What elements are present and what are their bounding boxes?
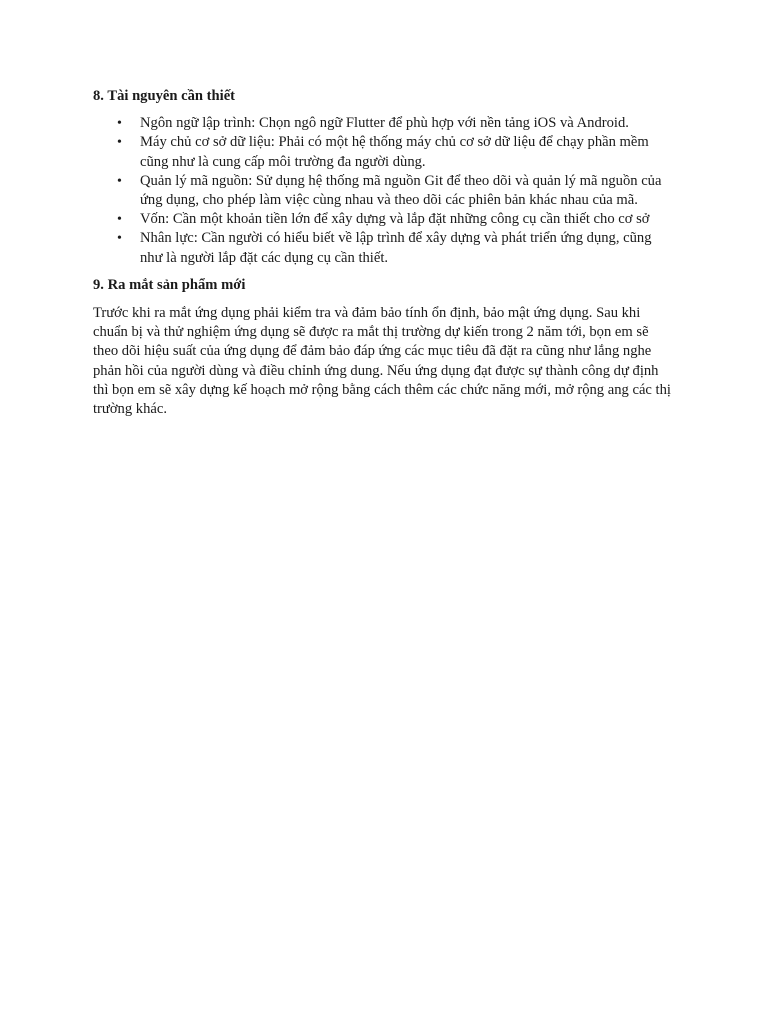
list-item (117, 229, 672, 267)
list-item (117, 172, 672, 210)
list-item (117, 210, 672, 229)
list-item-text: Quản lý mã nguồn: Sử dụng hệ thống mã nguồn Git để theo dõi và quản lý mã nguồn của ứng dụng, cho phép làm việc cùng nhau và theo dõi các phiên bản khác nhau của mã. (140, 172, 662, 209)
section-heading-product-launch: 9. Ra mắt sản phẩm mới (93, 276, 246, 293)
bullet-icon: • (117, 212, 122, 228)
list-item (117, 114, 672, 133)
list-item (117, 133, 672, 171)
bullet-icon: • (117, 116, 122, 132)
bullet-icon: • (117, 135, 122, 151)
bullet-icon: • (117, 173, 122, 189)
list-item-text: Ngôn ngữ lập trình: Chọn ngô ngữ Flutter để phù hợp với nền tảng iOS và Android. (140, 115, 629, 132)
section-product-launch (93, 276, 672, 419)
list-item-text: Máy chủ cơ sở dữ liệu: Phải có một hệ thống máy chủ cơ sở dữ liệu để chạy phần mềm cũng như là cung cấp môi trường đa người dùng. (140, 134, 649, 170)
body-paragraph: Trước khi ra mắt ứng dụng phải kiểm tra và đảm bảo tính ổn định, bảo mật ứng dụng. Sau khi chuẩn bị và thử nghiệm ứng dụng sẽ được ra mắt thị trường dự kiến trong 2 năm tới, bọn em sẽ theo dõi hiệu suất của ứng dụng để đảm bảo đáp ứng các mục tiêu đã đặt ra cũng như lắng nghe phản hồi của người dùng và điều chỉnh ứng dung. Nếu ứng dụng đạt được sự thành công dự định thì bọn em sẽ xây dựng kế hoạch mở rộng bằng cách thêm các chức năng mới, mở rộng ang các thị trường khác. (93, 305, 671, 418)
list-item-text: Nhân lực: Cần người có hiểu biết về lập trình để xây dựng và phát triển ứng dụng, cũng như là người lắp đặt các dụng cụ cần thiết. (140, 230, 652, 266)
bullet-icon: • (117, 231, 122, 247)
resources-list (93, 114, 672, 268)
section-heading-resources: 8. Tài nguyên cần thiết (93, 88, 236, 104)
list-item-text: Vốn: Cần một khoản tiền lớn để xây dựng và lắp đặt những công cụ cần thiết cho cơ sở (140, 211, 650, 228)
section-resources (93, 87, 672, 268)
